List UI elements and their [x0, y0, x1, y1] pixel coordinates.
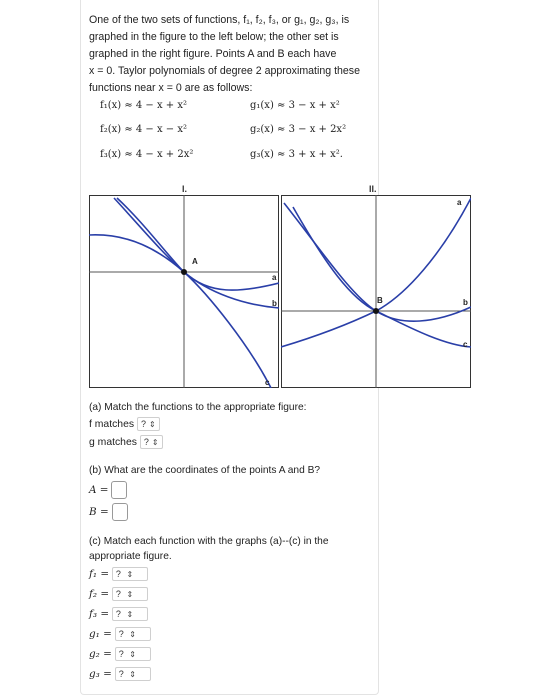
select-value: ? — [118, 669, 124, 679]
select-value: ? — [118, 649, 124, 659]
f-match-row — [89, 417, 160, 431]
point-a-input[interactable] — [111, 481, 127, 499]
intro-line-5: functions near x = 0 are as follows: — [89, 82, 253, 94]
figure-1-label-b: b — [272, 299, 277, 308]
figure-1-label-c: c — [265, 378, 270, 387]
intro-text — [89, 12, 374, 97]
g-match-select[interactable] — [140, 435, 163, 449]
point-b-row — [89, 503, 128, 521]
f1-polynomial: f₁(x) ≈ 4 − x + x² — [100, 100, 188, 111]
select-value: ? — [140, 419, 146, 429]
match-label: f₂ = — [89, 587, 110, 600]
match-label: f₁ = — [89, 567, 110, 580]
match-row-g1 — [89, 627, 151, 641]
figure-1-label: I. — [182, 184, 188, 194]
chevron-updown-icon: ⇕ — [129, 650, 136, 659]
match-row-f2 — [89, 587, 148, 601]
intro-line-3: graphed in the right figure. Points A and B each have — [89, 48, 337, 60]
intro-line-4: x = 0. Taylor polynomials of degree 2 approximating these — [89, 65, 360, 77]
g1-match-select[interactable] — [115, 627, 151, 641]
part-b-title: (b) What are the coordinates of the points A and B? — [89, 465, 321, 476]
part-c-title-line-1: (c) Match each function with the graphs (a)--(c) in the — [89, 536, 329, 547]
match-label: f₃ = — [89, 607, 110, 620]
part-a-title: (a) Match the functions to the appropriate figure: — [89, 402, 307, 413]
figure-2-label: II. — [369, 184, 377, 194]
f-match-select[interactable] — [137, 417, 160, 431]
g3-polynomial: g₃(x) ≈ 3 + x + x². — [250, 149, 343, 160]
point-b-input[interactable] — [112, 503, 128, 521]
match-row-g2 — [89, 647, 151, 661]
f-match-label: f matches — [89, 418, 135, 430]
select-value: ? — [143, 437, 149, 447]
point-a-row — [89, 481, 127, 499]
function-row — [100, 149, 343, 160]
figure-2-label-b: b — [463, 298, 468, 307]
chevron-updown-icon: ⇕ — [151, 438, 159, 447]
intro-line-1: One of the two sets of functions, f₁, f₂, f₃, or g₁, g₂, g₃, is — [89, 14, 350, 26]
g-match-label: g matches — [89, 436, 137, 448]
point-a-label: A — [192, 257, 198, 266]
select-value: ? — [118, 629, 124, 639]
f1-match-select[interactable] — [112, 567, 148, 581]
point-a-coord-label: A = — [89, 483, 109, 496]
function-row — [100, 100, 340, 111]
point-b-coord-label: B = — [89, 505, 109, 518]
match-row-f3 — [89, 607, 148, 621]
figure-2-label-a: a — [457, 198, 462, 207]
f3-polynomial: f₃(x) ≈ 4 − x + 2x² — [100, 149, 194, 160]
g3-match-select[interactable] — [115, 667, 151, 681]
select-value: ? — [115, 609, 121, 619]
f2-polynomial: f₂(x) ≈ 4 − x − x² — [100, 124, 188, 135]
g1-polynomial: g₁(x) ≈ 3 − x + x² — [250, 100, 340, 111]
match-row-f1 — [89, 567, 148, 581]
g2-match-select[interactable] — [115, 647, 151, 661]
chevron-updown-icon: ⇕ — [126, 570, 134, 579]
f2-match-select[interactable] — [112, 587, 148, 601]
function-row — [100, 124, 347, 135]
chevron-updown-icon: ⇕ — [148, 420, 156, 429]
select-value: ? — [115, 569, 121, 579]
match-label: g₂ = — [89, 647, 112, 660]
g2-polynomial: g₂(x) ≈ 3 − x + 2x² — [250, 124, 347, 135]
point-a-marker — [181, 269, 187, 275]
chevron-updown-icon: ⇕ — [126, 590, 134, 599]
match-label: g₁ = — [89, 627, 112, 640]
figure-2-label-c: c — [463, 340, 468, 349]
f3-match-select[interactable] — [112, 607, 148, 621]
chevron-updown-icon: ⇕ — [129, 630, 136, 639]
match-label: g₃ = — [89, 667, 112, 680]
match-row-g3 — [89, 667, 151, 681]
point-b-marker — [373, 308, 379, 314]
chevron-updown-icon: ⇕ — [126, 610, 134, 619]
g-match-row — [89, 435, 163, 449]
select-value: ? — [115, 589, 121, 599]
part-c-title-line-2: appropriate figure. — [89, 551, 172, 562]
figure-2-graph — [281, 195, 471, 388]
intro-line-2: graphed in the figure to the left below; the other set is — [89, 31, 339, 43]
point-b-label: B — [377, 296, 383, 305]
figure-1-label-a: a — [272, 273, 277, 282]
figure-1-graph — [89, 195, 279, 388]
chevron-updown-icon: ⇕ — [129, 670, 136, 679]
